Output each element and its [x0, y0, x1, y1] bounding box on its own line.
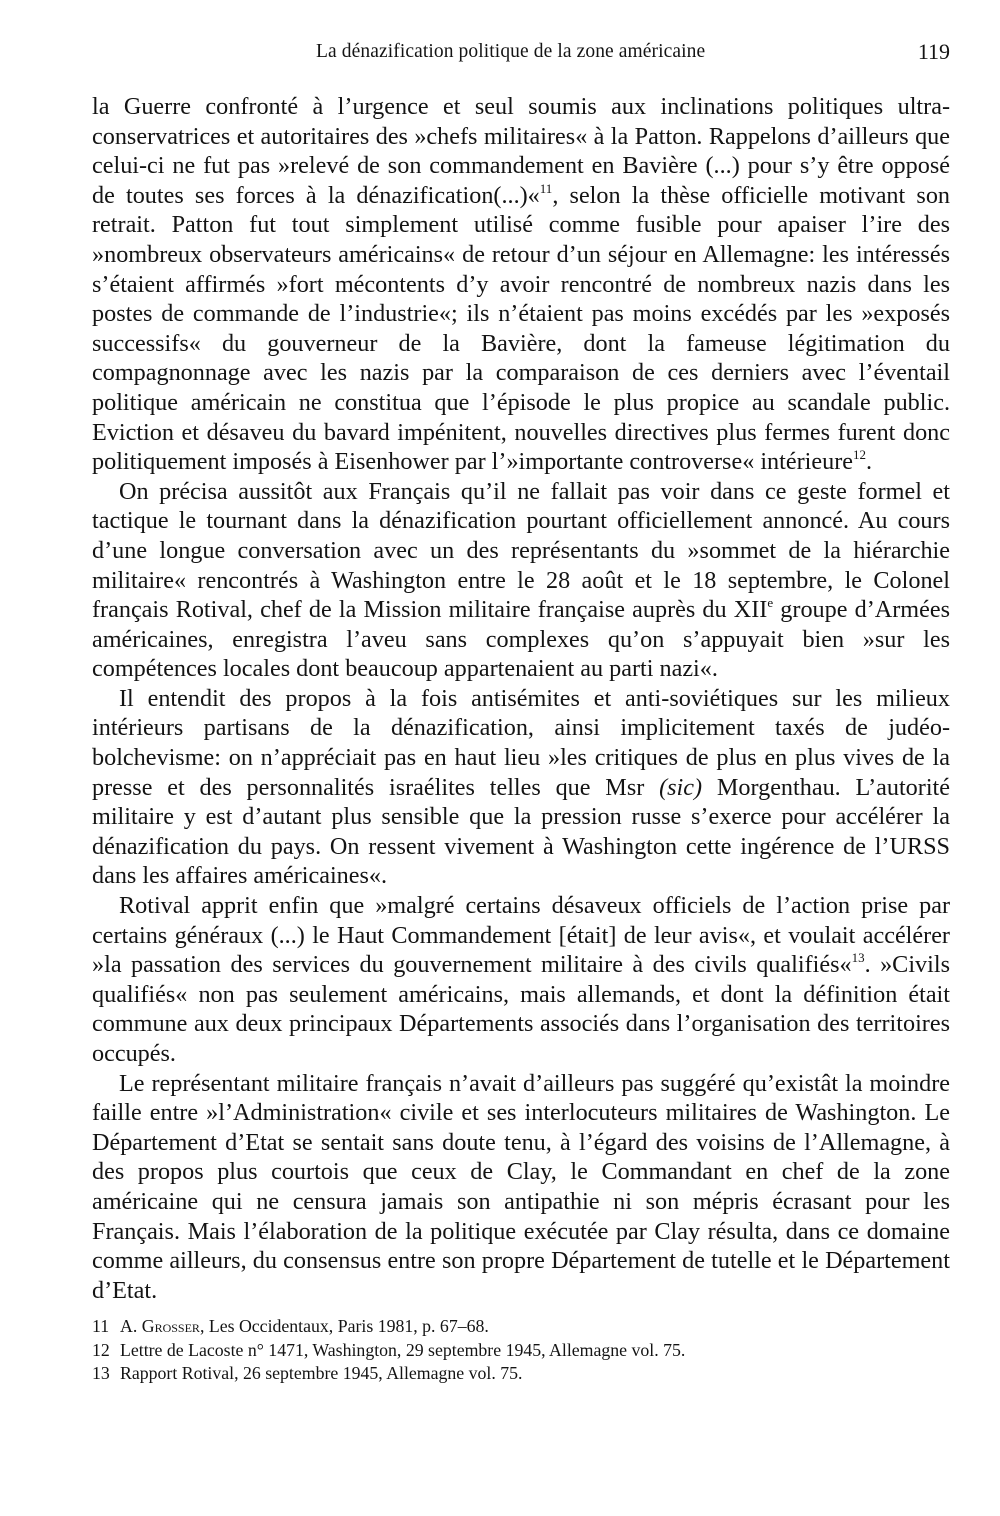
author-name: Grosser — [141, 1316, 200, 1336]
text-run: Lettre de Lacoste n° 1471, Washington, 29 septembre 1945, Allemagne vol. 75. — [120, 1339, 686, 1360]
footnote-reference: 11 — [539, 180, 553, 196]
text-run: Le représentant militaire français n’avait d’ailleurs pas suggéré qu’existât la moindre faille entre »l’Administration« civile et ses interlocuteurs militaires de Washington. Le Département d’Etat se sentait sans doute tenu, à l’égard des voisins de l’Allemagne, à des propos plus courtois que ceux de Clay, le Commandant en chef de la zone américaine qui ne censura jamais son antipathie ni son mépris écrasant pour les Français. Mais l’élaboration de la politique exécutée par Clay résulta, dans ce domaine comme ailleurs, du consensus entre son propre Département de tutelle et le Département d’Etat. — [92, 1069, 950, 1304]
footnote — [92, 1339, 950, 1363]
text-run: , Les Occidentaux, Paris 1981, p. 67–68. — [199, 1316, 489, 1336]
page-number: 119 — [917, 39, 950, 64]
footnotes — [92, 1315, 950, 1386]
text-run: Rapport Rotival, 26 septembre 1945, Allemagne vol. 75. — [120, 1363, 523, 1384]
paragraph — [92, 1069, 950, 1306]
text-run: A. — [120, 1316, 142, 1336]
footnote-number: 11 — [92, 1316, 110, 1336]
footnote — [92, 1315, 950, 1339]
footnote-number: 12 — [92, 1339, 110, 1360]
italic-text: (sic) — [659, 773, 703, 801]
running-title: La dénazification politique de la zone américaine — [316, 41, 706, 62]
running-header — [92, 41, 950, 73]
text-run: On précisa aussitôt aux Français qu’il ne fallait pas voir dans ce geste formel et tactique le tournant dans la dénazification pourtant officiellement annoncé. Au cours d’une longue conversation avec un des représentants du »sommet de la hiérarchie militaire« rencontrés à Washington entre le 28 août et le 18 septembre, le Colonel français Rotival, chef de la Mission militaire française auprès du XII — [92, 477, 950, 624]
paragraph — [92, 684, 950, 891]
text-run: la Guerre confronté à l’urgence et seul soumis aux inclinations politiques ultra-conservatrices et autoritaires des »chefs militaires« à la Patton. Rappelons d’ailleurs que celui-ci ne fut pas »relevé de son commandement en Bavière (...) pour s’y être opposé de toutes ses forces à la dénazification(...)« — [92, 93, 950, 209]
footnote-reference: e — [767, 595, 774, 611]
text-run: , selon la thèse officielle motivant son retrait. Patton fut tout simplement utilisé comme fusible pour apaiser l’ire des »nombreux observateurs américains« de retour d’un séjour en Allemagne: les intéressés s’étaient affirmés »fort mécontents d’y avoir rencontré de nombreux nazis dans les postes de commande de l’industrie«; ils n’étaient pas moins excédés par les »exposés successifs« du gouverneur de la Bavière, dont la fameuse légitimation du compagnonnage avec les nazis par la comparaison de ces derniers avec l’éventail politique américain ne constitua que l’épisode le plus propice au scandale public. Eviction et désaveu du bavard impénitent, nouvelles directives plus fermes furent donc politiquement imposés à Eisenhower par l’»importante controverse« intérieure — [92, 181, 951, 476]
text-run: Rotival apprit enfin que »malgré certains désaveux officiels de l’action prise par certains généraux (...) le Haut Commandement [était] de leur avis«, et voulait accélérer »la passation des services du gouvernement militaire à des civils qualifiés« — [92, 892, 950, 979]
paragraph — [92, 891, 950, 1069]
text-run: . »Civils qualifiés« non pas seulement américains, mais allemands, et dont la définition était commune aux deux principaux Départements associés dans l’organisation des territoires occupés. — [92, 951, 950, 1067]
footnote-number: 13 — [92, 1363, 110, 1384]
footnote — [92, 1362, 950, 1386]
footnote-reference: 13 — [851, 950, 865, 966]
text-run: Morgenthau. L’autorité militaire y est d’autant plus sensible que la pression russe s’exerce pour accélérer la dénazification du pays. On ressent vivement à Washington cette ingérence de l’URSS dans les affaires américaines«. — [92, 773, 950, 890]
paragraph — [92, 92, 950, 477]
text-run: . — [866, 448, 873, 476]
text-run: Il entendit des propos à la fois antisémites et anti-soviétiques sur les milieux intérieurs partisans de la dénazification, ainsi implicitement taxés de judéo-bolchevisme: on n’appréciait pas en haut lieu »les critiques de plus en plus vives de la presse et des personnalités israélites telles que Msr — [92, 684, 950, 801]
footnote-reference: 12 — [853, 447, 866, 463]
text-run: groupe d’Armées américaines, enregistra l’aveu sans complexes qu’on s’appuyait bien »sur les compétences locales dont beaucoup appartenaient au parti nazi«. — [92, 596, 950, 683]
paragraph — [92, 477, 950, 684]
body-text — [92, 92, 950, 1305]
